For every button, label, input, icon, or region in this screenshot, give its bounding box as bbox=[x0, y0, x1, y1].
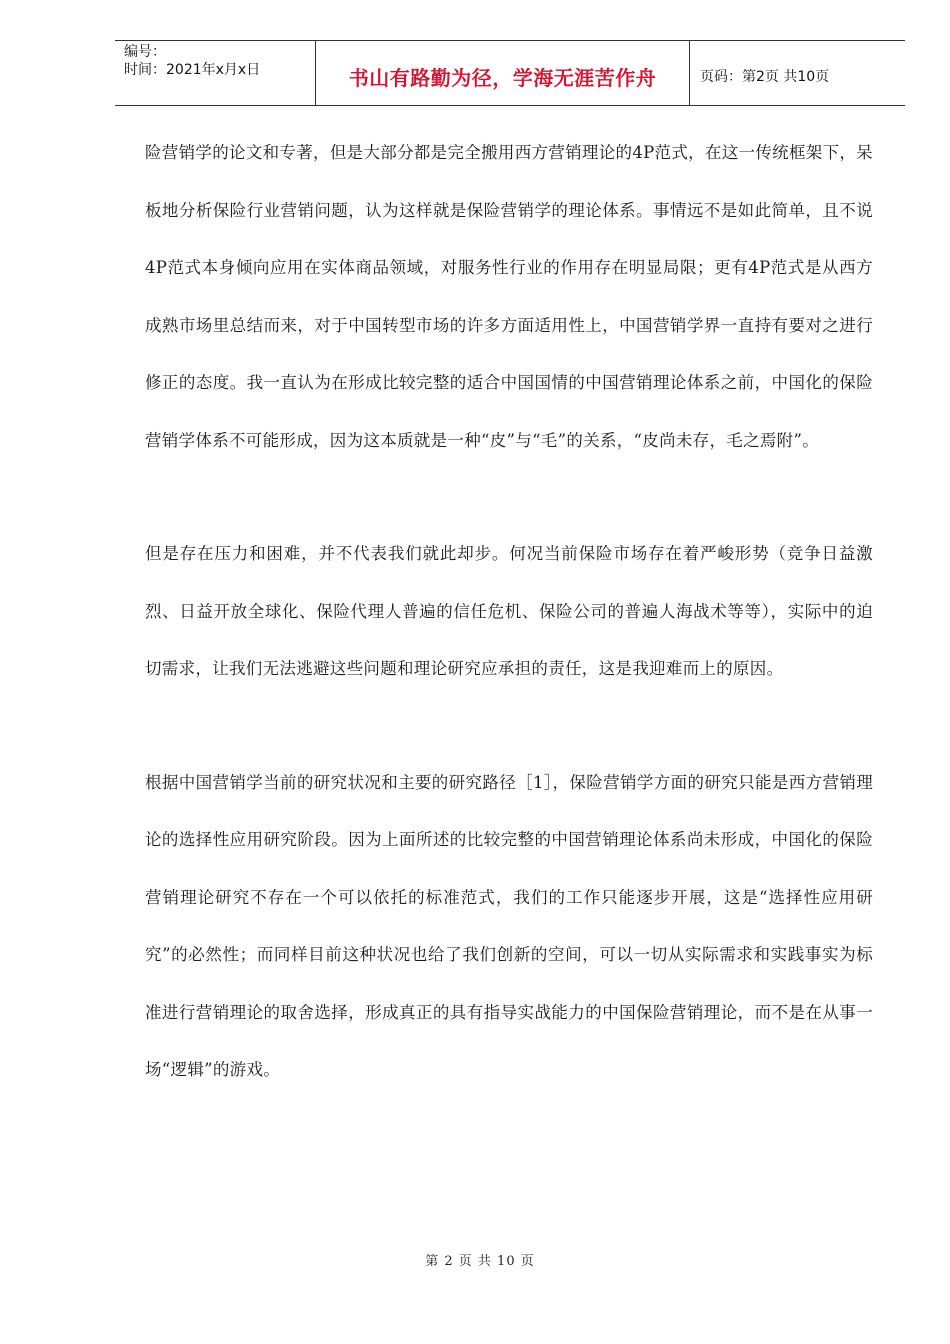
paragraph-1: 险营销学的论文和专著，但是大部分都是完全搬用西方营销理论的4P范式，在这一传统框架下，呆板地分析保险行业营销问题，认为这样就是保险营销学的理论体系。事情远不是如此简单，且不说4P范式本身倾向应用在实体商品领域，对服务性行业的作用存在明显局限；更有4P范式是从西方成熟市场里总结而来，对于中国转型市场的许多方面适用性上，中国营销学界一直持有要对之进行修正的态度。我一直认为在形成比较完整的适合中国国情的中国营销理论体系之前，中国化的保险营销学体系不可能形成，因为这本质就是一种“皮”与“毛”的关系，“皮尚未存，毛之焉附”。 bbox=[145, 143, 873, 450]
page-header bbox=[115, 40, 905, 106]
header-page-info: 页码：第2页 共10页 bbox=[700, 69, 830, 85]
page-footer: 第 2 页 共 10 页 bbox=[425, 1254, 535, 1269]
serial-label: 编号： bbox=[124, 44, 166, 60]
time-line: 时间：2021年x月x日 bbox=[124, 62, 261, 78]
header-motto: 书山有路勤为径，学海无涯苦作舟 bbox=[316, 41, 690, 105]
document-body bbox=[145, 124, 873, 1099]
paragraph-spacer bbox=[145, 698, 873, 754]
paragraph-spacer bbox=[145, 469, 873, 525]
paragraph-3: 根据中国营销学当前的研究状况和主要的研究路径［1］，保险营销学方面的研究只能是西方营销理论的选择性应用研究阶段。因为上面所述的比较完整的中国营销理论体系尚未形成，中国化的保险营销理论研究不存在一个可以依托的标准范式，我们的工作只能逐步开展，这是“选择性应用研究”的必然性；而同样目前这种状况也给了我们创新的空间，可以一切从实际需求和实践事实为标准进行营销理论的取舍选择，形成真正的具有指导实战能力的中国保险营销理论，而不是在从事一场“逻辑”的游戏。 bbox=[145, 772, 873, 1079]
paragraph-2: 但是存在压力和困难，并不代表我们就此却步。何况当前保险市场存在着严峻形势（竞争日益激烈、日益开放全球化、保险代理人普遍的信任危机、保险公司的普遍人海战术等等），实际中的迫切需求，让我们无法逃避这些问题和理论研究应承担的责任，这是我迎难而上的原因。 bbox=[145, 544, 873, 678]
header-meta bbox=[115, 41, 316, 105]
